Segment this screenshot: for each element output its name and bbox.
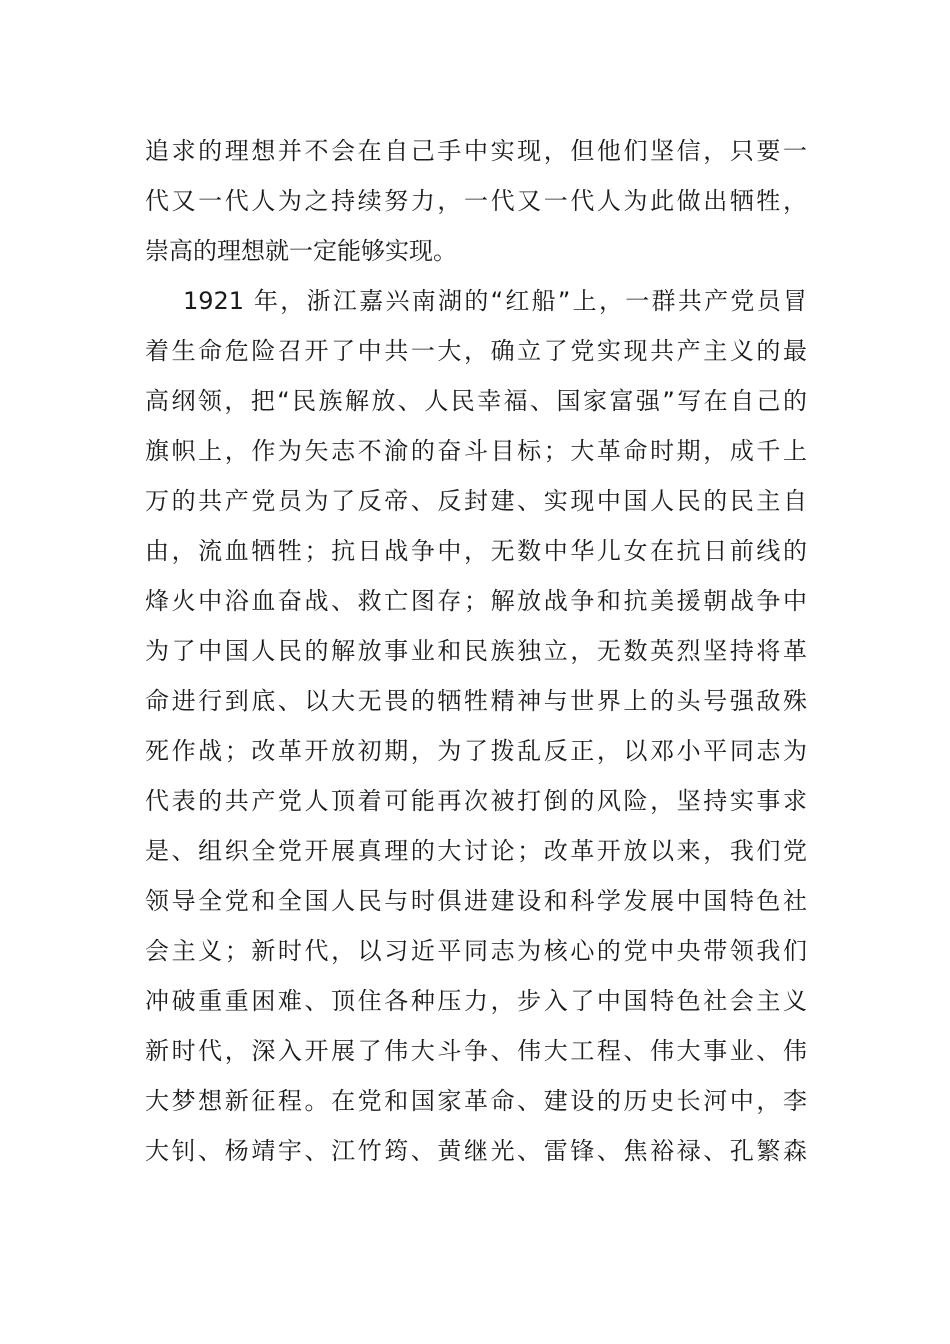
text-line: 烽火中浴血奋战、救亡图存；解放战争和抗美援朝战争中 [145, 587, 807, 615]
text-line: 大梦想新征程。在党和国家革命、建设的历史长河中，李 [145, 1087, 807, 1115]
text-line: 万的共产党员为了反帝、反封建、实现中国人民的民主自 [145, 487, 807, 515]
text-line: 高纲领，把“民族解放、人民幸福、国家富强”写在自己的 [145, 387, 807, 415]
text-line: 由，流血牺牲；抗日战争中，无数中华儿女在抗日前线的 [145, 537, 807, 565]
text-line: 新时代，深入开展了伟大斗争、伟大工程、伟大事业、伟 [145, 1037, 807, 1065]
paragraph-1 [145, 126, 807, 276]
text-line: 命进行到底、以大无畏的牺牲精神与世界上的头号强敌殊 [145, 687, 807, 715]
text-line: 为了中国人民的解放事业和民族独立，无数英烈坚持将革 [145, 637, 807, 665]
text-line: 大钊、杨靖宇、江竹筠、黄继光、雷锋、焦裕禄、孔繁森 [145, 1137, 807, 1165]
text-line: 崇高的理想就一定能够实现。 [145, 237, 457, 265]
text-line: 1921 年，浙江嘉兴南湖的“红船”上，一群共产党员冒 [183, 287, 807, 315]
text-line: 死作战；改革开放初期，为了拨乱反正，以邓小平同志为 [145, 737, 807, 765]
text-line: 代表的共产党人顶着可能再次被打倒的风险，坚持实事求 [145, 787, 807, 815]
text-line: 追求的理想并不会在自己手中实现，但他们坚信，只要一 [145, 137, 807, 165]
text-line: 领导全党和全国人民与时俱进建设和科学发展中国特色社 [145, 887, 807, 915]
text-line: 会主义；新时代，以习近平同志为核心的党中央带领我们 [145, 937, 807, 965]
paragraph-2 [145, 276, 807, 1176]
text-line: 旗帜上，作为矢志不渝的奋斗目标；大革命时期，成千上 [145, 437, 807, 465]
text-line: 是、组织全党开展真理的大讨论；改革开放以来，我们党 [145, 837, 807, 865]
text-line: 代又一代人为之持续努力，一代又一代人为此做出牺牲， [145, 187, 807, 215]
text-line: 冲破重重困难、顶住各种压力，步入了中国特色社会主义 [145, 987, 807, 1015]
document-body [145, 126, 807, 1176]
text-line: 着生命危险召开了中共一大，确立了党实现共产主义的最 [145, 337, 807, 365]
